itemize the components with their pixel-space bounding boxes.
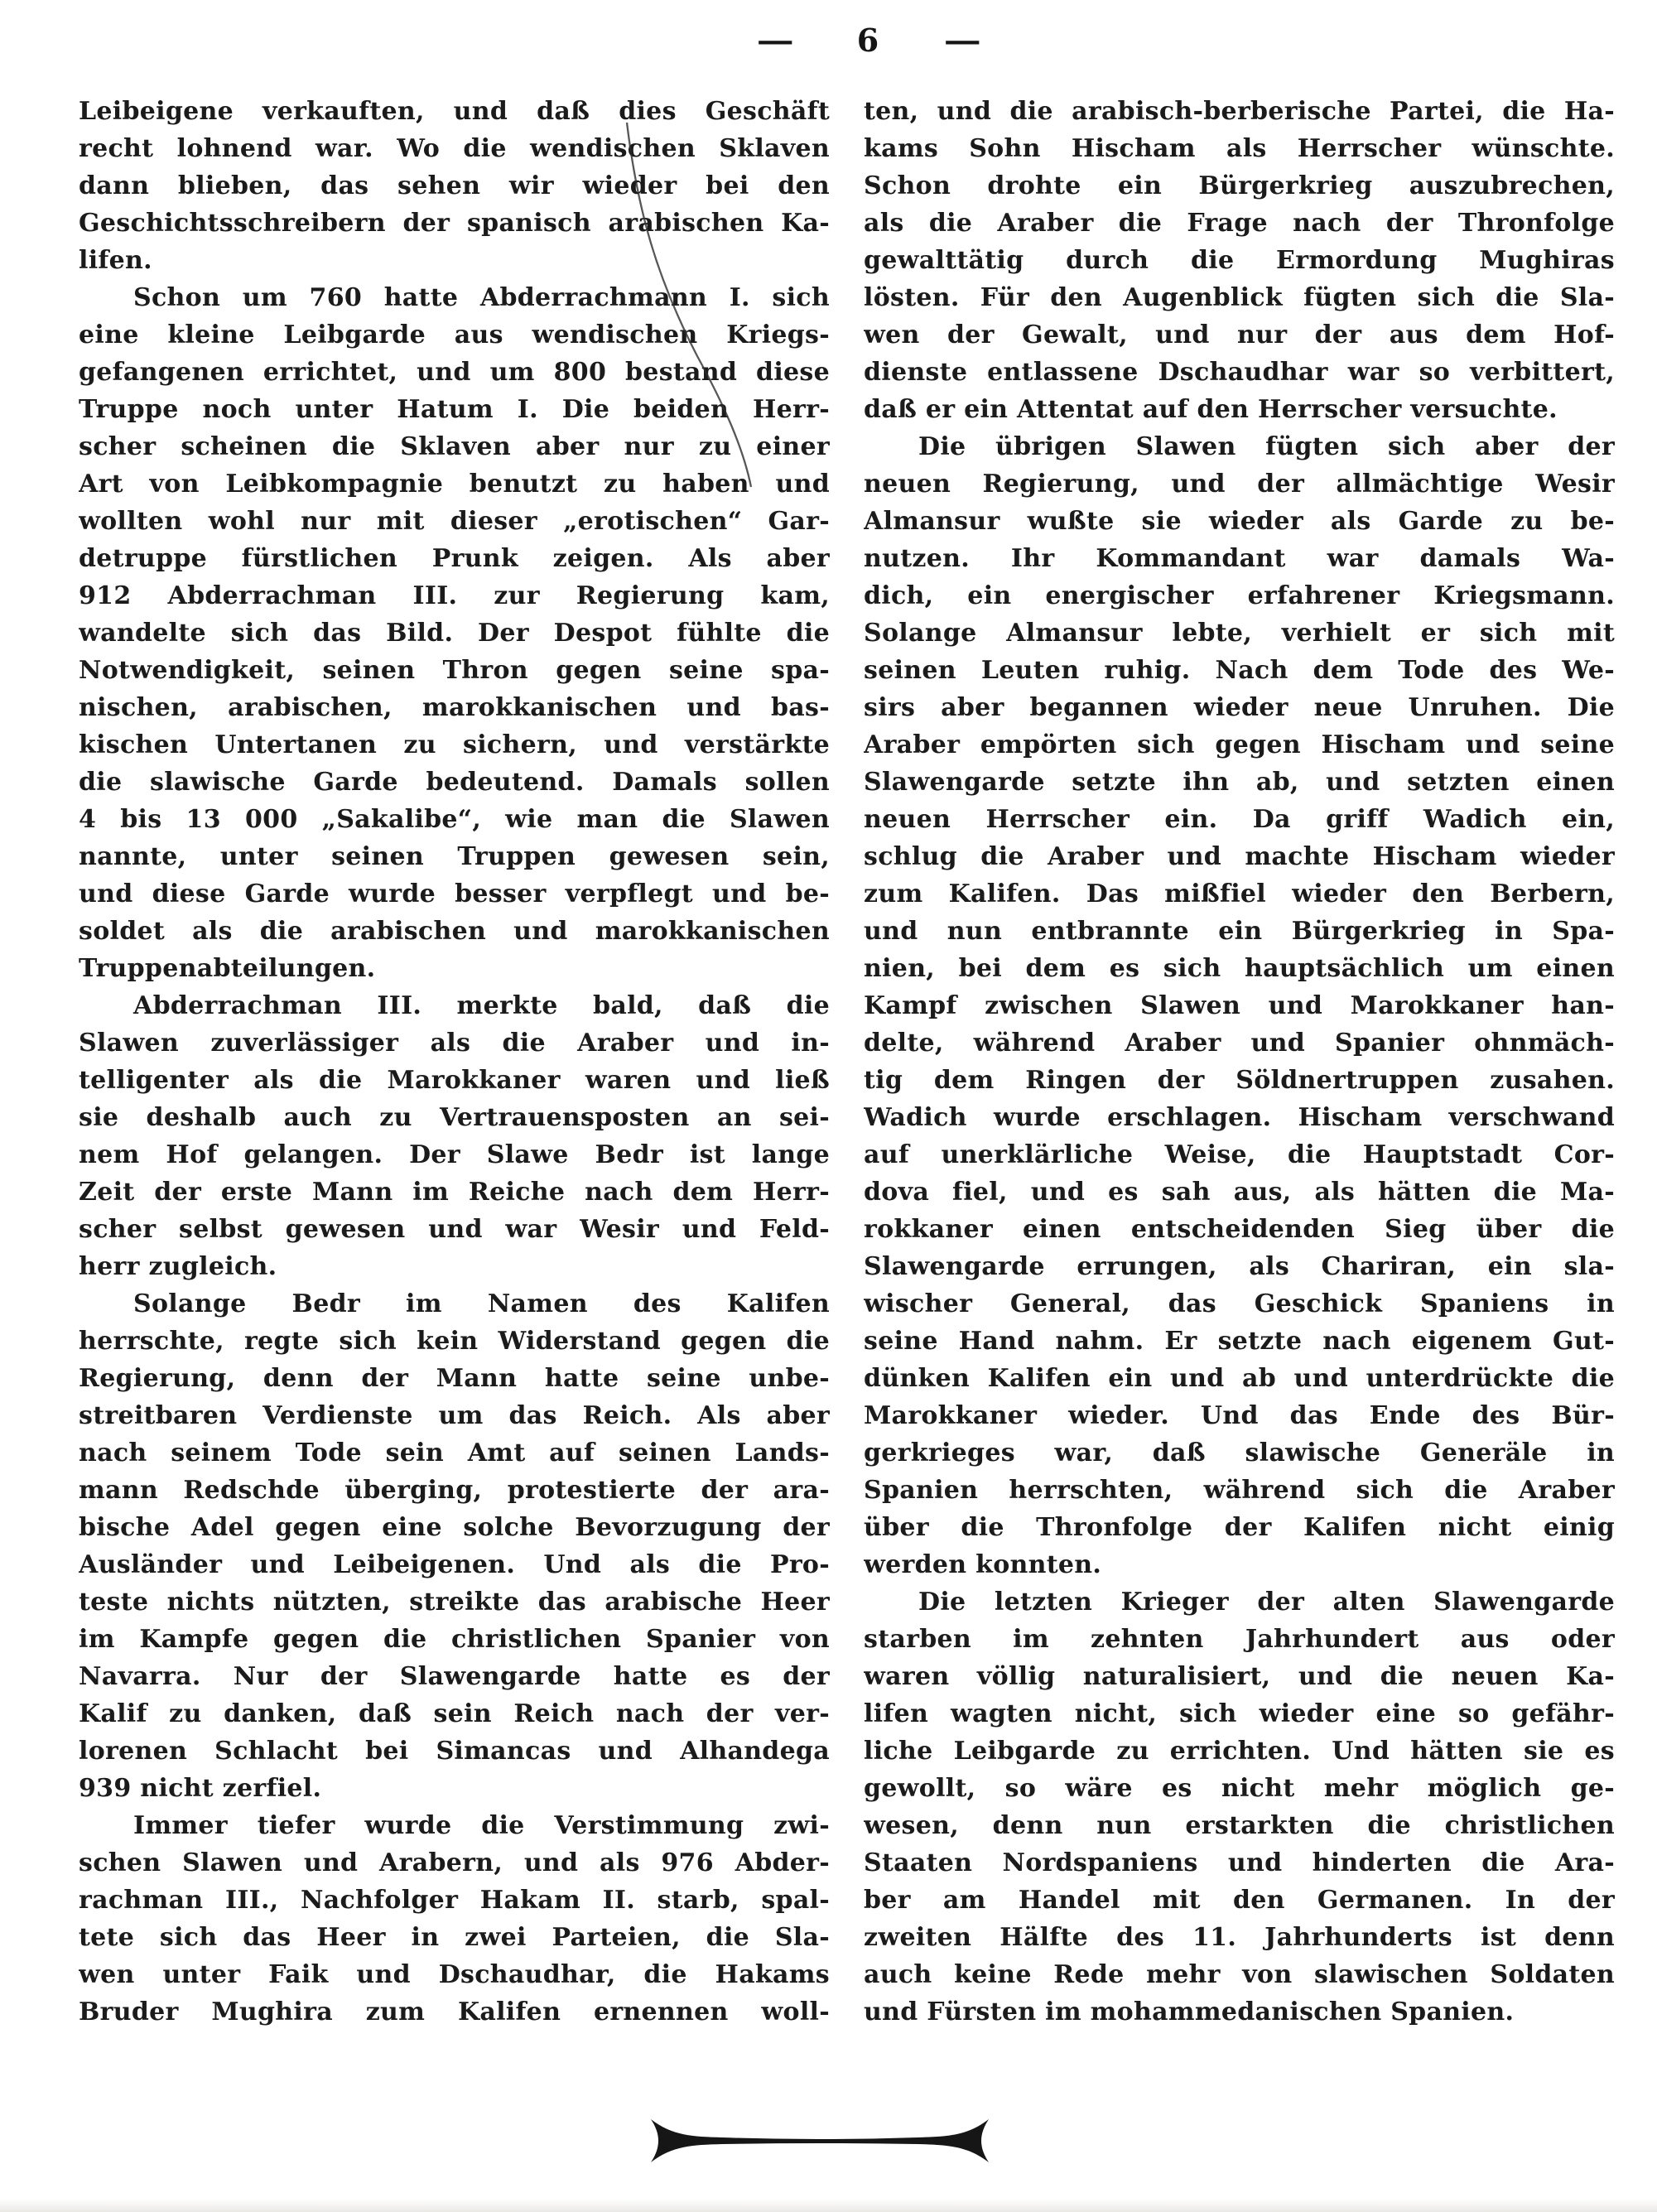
text-line: nutzen. Ihr Kommandant war damals Wa- <box>864 544 1615 573</box>
text-line: 939 nicht zerfiel. <box>79 1774 322 1803</box>
text-line: Slawengarde errungen, als Chariran, ein sla- <box>864 1252 1615 1281</box>
text-line: kischen Untertanen zu sichern, und verstärkte <box>79 730 830 759</box>
text-line: dienste entlassene Dschaudhar war so verbittert, <box>864 358 1615 387</box>
text-line: zum Kalifen. Das mißfiel wieder den Berbern, <box>864 879 1615 908</box>
text-line: wesen, denn nun erstarkten die christlichen <box>864 1811 1615 1840</box>
text-line: lifen. <box>79 246 152 275</box>
text-line: wischer General, das Geschick Spaniens in <box>864 1289 1615 1318</box>
page-number: 6 <box>856 22 879 59</box>
scan-bottom-shadow <box>0 2199 1657 2212</box>
page-header <box>756 22 980 59</box>
text-line: lorenen Schlacht bei Simancas und Alhandega <box>79 1737 830 1766</box>
text-line: die slawische Garde bedeutend. Damals sollen <box>79 768 830 797</box>
text-line: scher scheinen die Sklaven aber nur zu einer <box>79 432 830 461</box>
text-line: 912 Abderrachman III. zur Regierung kam, <box>79 581 830 610</box>
text-line: Araber empörten sich gegen Hischam und seine <box>864 730 1615 759</box>
text-line: Geschichtsschreibern der spanisch arabischen Ka- <box>79 209 830 238</box>
text-line: herrschte, regte sich kein Widerstand gegen die <box>79 1327 830 1356</box>
text-line: als die Araber die Frage nach der Thronfolge <box>864 209 1615 238</box>
text-line: Kalif zu danken, daß sein Reich nach der ver- <box>79 1699 830 1728</box>
text-line: Slawengarde setzte ihn ab, und setzten einen <box>864 768 1615 797</box>
text-column-left <box>79 93 830 2031</box>
text-column-right <box>864 93 1615 2031</box>
text-line: tig dem Ringen der Söldnertruppen zusahen. <box>864 1066 1615 1095</box>
text-line: dünken Kalifen ein und ab und unterdrückte die <box>864 1364 1615 1393</box>
text-line: bische Adel gegen eine solche Bevorzugung der <box>79 1513 830 1542</box>
text-line: wen unter Faik und Dschaudhar, die Hakams <box>79 1960 830 1989</box>
text-line: nischen, arabischen, marokkanischen und bas- <box>79 693 830 722</box>
text-line: scher selbst gewesen und war Wesir und Feld- <box>79 1215 830 1244</box>
text-line: daß er ein Attentat auf den Herrscher versuchte. <box>864 395 1558 424</box>
header-rule-right: — <box>943 22 980 58</box>
text-line: wen der Gewalt, und nur der aus dem Hof- <box>864 320 1615 349</box>
text-line: Solange Bedr im Namen des Kalifen <box>133 1289 830 1318</box>
text-line: delte, während Araber und Spanier ohnmäch- <box>864 1029 1615 1058</box>
text-line: recht lohnend war. Wo die wendischen Sklaven <box>79 134 830 163</box>
text-line: detruppe fürstlichen Prunk zeigen. Als aber <box>79 544 830 573</box>
text-line: streitbaren Verdienste um das Reich. Als aber <box>79 1401 830 1430</box>
text-line: eine kleine Leibgarde aus wendischen Kriegs- <box>79 320 830 349</box>
tailpiece-ornament <box>651 2119 989 2162</box>
text-line: Solange Almansur lebte, verhielt er sich mit <box>864 619 1615 648</box>
text-line: telligenter als die Marokkaner waren und ließ <box>79 1066 830 1095</box>
text-line: Immer tiefer wurde die Verstimmung zwi- <box>133 1811 830 1840</box>
text-line: rokkaner einen entscheidenden Sieg über die <box>864 1215 1615 1244</box>
text-line: wandelte sich das Bild. Der Despot fühlte die <box>79 619 830 648</box>
text-line: Navarra. Nur der Slawengarde hatte es der <box>79 1662 830 1691</box>
text-line: dova fiel, und es sah aus, als hätten die Ma- <box>864 1178 1615 1207</box>
text-line: gewollt, so wäre es nicht mehr möglich ge- <box>864 1774 1615 1803</box>
text-line: und Fürsten im mohammedanischen Spanien. <box>864 1998 1515 2026</box>
text-line: nem Hof gelangen. Der Slawe Bedr ist lange <box>79 1140 830 1169</box>
text-line: Marokkaner wieder. Und das Ende des Bür- <box>864 1401 1615 1430</box>
text-line: schlug die Araber und machte Hischam wieder <box>864 842 1615 871</box>
text-line: werden konnten. <box>864 1550 1102 1579</box>
text-line: auf unerklärliche Weise, die Hauptstadt Cor- <box>864 1140 1615 1169</box>
text-line: gewalttätig durch die Ermordung Mughiras <box>864 246 1615 275</box>
text-line: neuen Herrscher ein. Da griff Wadich ein, <box>864 805 1615 834</box>
text-line: Kampf zwischen Slawen und Marokkaner han- <box>864 991 1615 1020</box>
text-line: Schon um 760 hatte Abderrachmann I. sich <box>133 283 830 312</box>
text-line: kams Sohn Hischam als Herrscher wünschte. <box>864 134 1615 163</box>
text-line: auch keine Rede mehr von slawischen Soldaten <box>864 1960 1615 1989</box>
text-line: dann blieben, das sehen wir wieder bei den <box>79 171 830 200</box>
text-line: seine Hand nahm. Er setzte nach eigenem Gut- <box>864 1327 1615 1356</box>
text-line: seinen Leuten ruhig. Nach dem Tode des We- <box>864 656 1615 685</box>
text-line: Die letzten Krieger der alten Slawengarde <box>918 1588 1615 1617</box>
text-line: Truppenabteilungen. <box>79 954 376 983</box>
text-line: soldet als die arabischen und marokkanischen <box>79 917 830 946</box>
text-line: im Kampfe gegen die christlichen Spanier von <box>79 1625 830 1654</box>
text-line: nien, bei dem es sich hauptsächlich um einen <box>864 954 1615 983</box>
text-line: und nun entbrannte ein Bürgerkrieg in Spa- <box>864 917 1615 946</box>
text-line: waren völlig naturalisiert, und die neuen Ka- <box>864 1662 1615 1691</box>
text-line: ten, und die arabisch-berberische Partei, die Ha- <box>864 97 1615 126</box>
text-line: starben im zehnten Jahrhundert aus oder <box>864 1625 1615 1654</box>
text-line: Schon drohte ein Bürgerkrieg auszubrechen, <box>864 171 1615 200</box>
text-line: gefangenen errichtet, und um 800 bestand diese <box>79 358 830 387</box>
text-line: Truppe noch unter Hatum I. Die beiden Herr- <box>79 395 830 424</box>
text-line: schen Slawen und Arabern, und als 976 Abder- <box>79 1848 830 1877</box>
text-line: zweiten Hälfte des 11. Jahrhunderts ist denn <box>864 1923 1615 1952</box>
text-line: Die übrigen Slawen fügten sich aber der <box>918 432 1615 461</box>
text-line: Almansur wußte sie wieder als Garde zu be- <box>864 507 1615 536</box>
text-line: tete sich das Heer in zwei Parteien, die Sla- <box>79 1923 830 1952</box>
text-line: neuen Regierung, und der allmächtige Wesir <box>864 470 1615 499</box>
text-line: über die Thronfolge der Kalifen nicht einig <box>864 1513 1615 1542</box>
text-line: und diese Garde wurde besser verpflegt und be- <box>79 879 830 908</box>
text-line: rachman III., Nachfolger Hakam II. starb, spal- <box>79 1886 830 1915</box>
text-line: Bruder Mughira zum Kalifen ernennen woll- <box>79 1998 830 2026</box>
text-line: gerkrieges war, daß slawische Generäle in <box>864 1439 1615 1467</box>
text-line: Regierung, denn der Mann hatte seine unbe- <box>79 1364 830 1393</box>
text-line: Leibeigene verkauften, und daß dies Geschäft <box>79 97 830 126</box>
text-line: Spanien herrschten, während sich die Araber <box>864 1476 1615 1505</box>
text-line: Wadich wurde erschlagen. Hischam verschwand <box>864 1103 1615 1132</box>
text-line: nannte, unter seinen Truppen gewesen sein, <box>79 842 830 871</box>
text-line: liche Leibgarde zu errichten. Und hätten sie es <box>864 1737 1615 1766</box>
text-line: lösten. Für den Augenblick fügten sich die Sla- <box>864 283 1615 312</box>
text-line: Abderrachman III. merkte bald, daß die <box>133 991 830 1020</box>
text-line: mann Redschde überging, protestierte der ara- <box>79 1476 830 1505</box>
header-rule-left: — <box>756 22 792 58</box>
text-line: lifen wagten nicht, sich wieder eine so gefähr- <box>864 1699 1615 1728</box>
text-line: teste nichts nützten, streikte das arabische Heer <box>79 1588 830 1617</box>
text-line: Art von Leibkompagnie benutzt zu haben und <box>79 470 830 499</box>
text-line: herr zugleich. <box>79 1252 277 1281</box>
text-line: wollten wohl nur mit dieser „erotischen“ Gar- <box>79 507 830 536</box>
text-line: ber am Handel mit den Germanen. In der <box>864 1886 1615 1915</box>
text-line: sirs aber begannen wieder neue Unruhen. Die <box>864 693 1615 722</box>
text-line: Zeit der erste Mann im Reiche nach dem Herr- <box>79 1178 830 1207</box>
text-line: nach seinem Tode sein Amt auf seinen Lands- <box>79 1439 830 1467</box>
text-line: Notwendigkeit, seinen Thron gegen seine spa- <box>79 656 830 685</box>
text-line: 4 bis 13 000 „Sakalibe“, wie man die Slawen <box>79 805 830 834</box>
text-line: sie deshalb auch zu Vertrauensposten an sei- <box>79 1103 830 1132</box>
text-line: Staaten Nordspaniens und hinderten die Ara- <box>864 1848 1615 1877</box>
text-line: Slawen zuverlässiger als die Araber und in- <box>79 1029 830 1058</box>
text-line: Ausländer und Leibeigenen. Und als die Pro- <box>79 1550 830 1579</box>
text-line: dich, ein energischer erfahrener Kriegsmann. <box>864 581 1615 610</box>
